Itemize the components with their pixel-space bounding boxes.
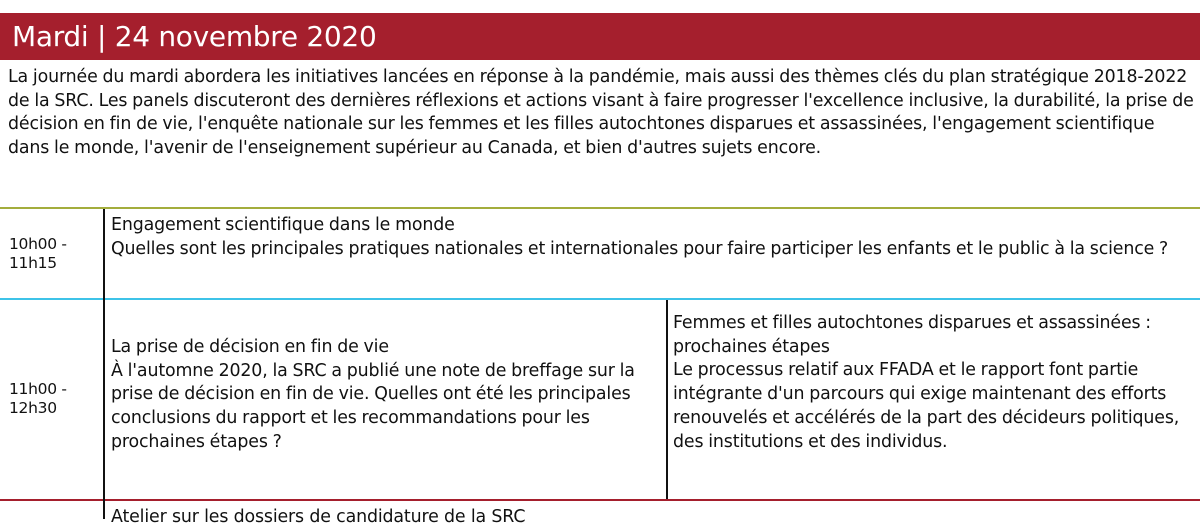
time-slot	[9, 380, 67, 418]
time-column-divider	[103, 209, 105, 519]
session-block	[111, 336, 664, 455]
row-divider-blue	[0, 298, 1200, 300]
row-divider-olive	[0, 207, 1200, 209]
time-start: 10h00 -	[9, 235, 67, 253]
session-description: À l'automne 2020, la SRC a publié une note de breffage sur la prise de décision en fin de vie. Quelles ont été les principales conclusions du rapport et les recommandations pour les prochaines étapes ?	[111, 360, 635, 452]
session-description: Quelles sont les principales pratiques nationales et internationales pour faire participer les enfants et le public à la science ?	[111, 238, 1169, 259]
intro-paragraph: La journée du mardi abordera les initiatives lancées en réponse à la pandémie, mais aussi des thèmes clés du plan stratégique 2018-2022 de la SRC. Les panels discuteront des dernières réflexions et actions visant à faire progresser l'excellence inclusive, la durabilité, la prise de décision en fin de vie, l'enquête nationale sur les femmes et les filles autochtones disparues et assassinées, l'engagement scientifique dans le monde, l'avenir de l'enseignement supérieur au Canada, et bien d'autres sujets encore.	[8, 67, 1194, 159]
session-block	[111, 214, 1195, 261]
time-slot	[9, 235, 67, 273]
time-start: 11h00 -	[9, 380, 67, 398]
session-title: Femmes et filles autochtones disparues et assassinées : prochaines étapes	[673, 313, 1151, 357]
session-block	[673, 312, 1195, 454]
session-title: Engagement scientifique dans le monde	[111, 215, 455, 235]
session-description: Le processus relatif aux FFADA et le rapport font partie intégrante d'un parcours qui exige maintenant des efforts renouvelés et accélérés de la part des décideurs politiques, des institutions et des individus.	[673, 360, 1180, 452]
day-header-title: Mardi | 24 novembre 2020	[12, 20, 377, 53]
day-header	[0, 13, 1200, 60]
session-title: La prise de décision en fin de vie	[111, 337, 389, 357]
time-end: 12h30	[9, 399, 57, 417]
time-end: 11h15	[9, 254, 57, 272]
session-column-divider	[666, 300, 668, 499]
session-title: Atelier sur les dossiers de candidature de la SRC	[111, 507, 526, 527]
row-divider-red	[0, 499, 1200, 501]
